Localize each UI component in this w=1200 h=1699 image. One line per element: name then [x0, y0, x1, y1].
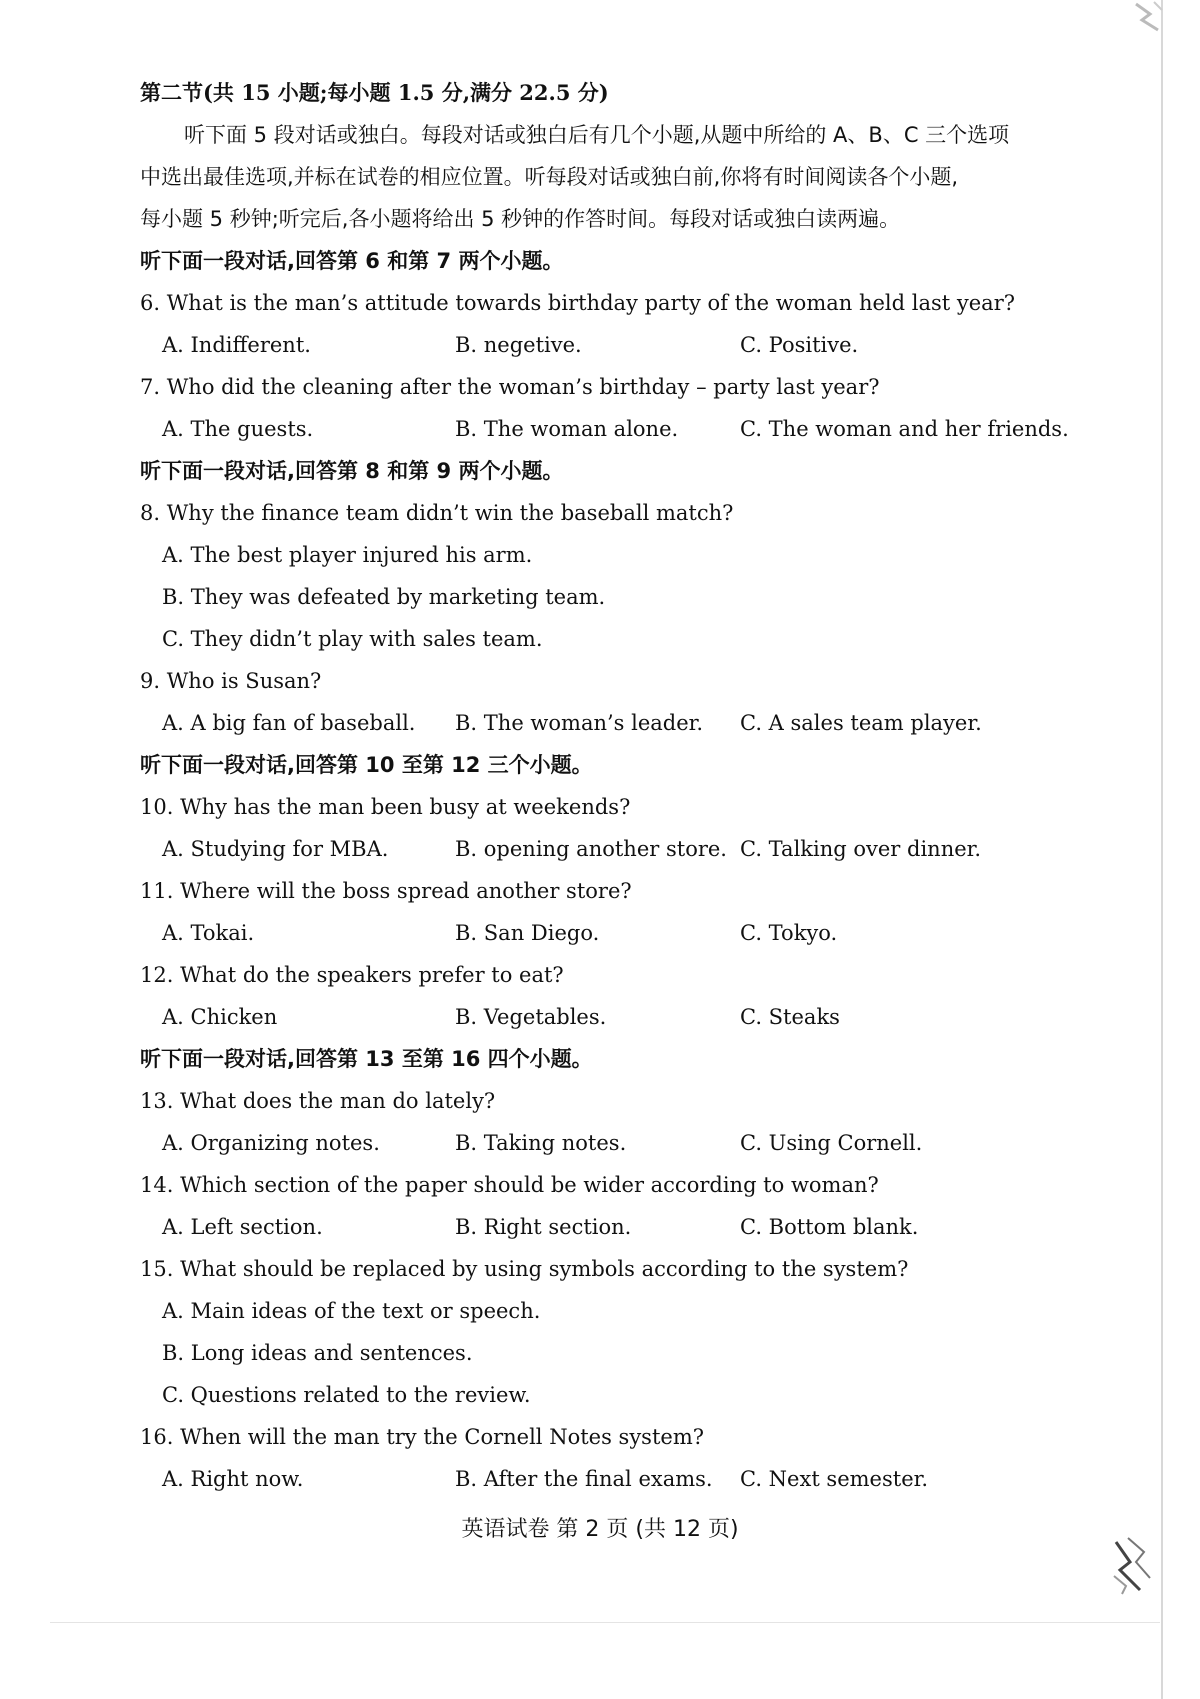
question-9: 9. Who is Susan? — [140, 669, 322, 693]
question-6-option-a: A. Indifferent. — [162, 333, 311, 357]
question-7-option-b: B. The woman alone. — [455, 417, 679, 441]
question-7-option-a: A. The guests. — [162, 417, 314, 441]
question-10: 10. Why has the man been busy at weekends? — [140, 795, 631, 819]
question-6-option-c: C. Positive. — [740, 333, 859, 357]
question-6: 6. What is the man’s attitude towards birthday party of the woman held last year? — [140, 291, 1015, 315]
question-13-option-b: B. Taking notes. — [455, 1131, 627, 1155]
question-11: 11. Where will the boss spread another store? — [140, 879, 632, 903]
question-13-options — [140, 1122, 1100, 1164]
question-14-option-b: B. Right section. — [455, 1215, 632, 1239]
question-14-option-a: A. Left section. — [162, 1215, 323, 1239]
question-8-option-b: B. They was defeated by marketing team. — [162, 585, 606, 609]
question-14-options — [140, 1206, 1100, 1248]
group-header-10-12: 听下面一段对话,回答第 10 至第 12 三个小题。 — [140, 753, 593, 777]
question-15: 15. What should be replaced by using symbols according to the system? — [140, 1257, 909, 1281]
question-16-option-c: C. Next semester. — [740, 1467, 929, 1491]
question-15-option-b: B. Long ideas and sentences. — [162, 1341, 473, 1365]
question-13-option-a: A. Organizing notes. — [162, 1131, 380, 1155]
scan-corner-mark-top — [1128, 0, 1168, 36]
question-11-option-c: C. Tokyo. — [740, 921, 838, 945]
question-9-option-b: B. The woman’s leader. — [455, 711, 704, 735]
exam-content — [140, 72, 1100, 1500]
question-12: 12. What do the speakers prefer to eat? — [140, 963, 564, 987]
instruction-line-1: 听下面 5 段对话或独白。每段对话或独白后有几个小题,从题中所给的 A、B、C 三个选项 — [184, 123, 1010, 147]
question-7-options — [140, 408, 1100, 450]
question-13-option-c: C. Using Cornell. — [740, 1131, 923, 1155]
page-footer: 英语试卷 第 2 页 (共 12 页) — [461, 1517, 739, 1542]
question-16-option-b: B. After the final exams. — [455, 1467, 713, 1491]
question-12-options — [140, 996, 1100, 1038]
question-14: 14. Which section of the paper should be wider according to woman? — [140, 1173, 879, 1197]
question-15-option-a: A. Main ideas of the text or speech. — [162, 1299, 541, 1323]
group-header-8-9: 听下面一段对话,回答第 8 和第 9 两个小题。 — [140, 459, 564, 483]
instruction-line-3: 每小题 5 秒钟;听完后,各小题将给出 5 秒钟的作答时间。每段对话或独白读两遍。 — [140, 207, 901, 231]
question-12-option-b: B. Vegetables. — [455, 1005, 607, 1029]
question-13: 13. What does the man do lately? — [140, 1089, 496, 1113]
group-header-13-16: 听下面一段对话,回答第 13 至第 16 四个小题。 — [140, 1047, 593, 1071]
question-8: 8. Why the finance team didn’t win the baseball match? — [140, 501, 734, 525]
question-11-option-a: A. Tokai. — [162, 921, 255, 945]
section-title: 第二节(共 15 小题;每小题 1.5 分,满分 22.5 分) — [140, 80, 609, 105]
question-10-options — [140, 828, 1100, 870]
question-16-option-a: A. Right now. — [162, 1467, 304, 1491]
question-16: 16. When will the man try the Cornell Notes system? — [140, 1425, 704, 1449]
question-14-option-c: C. Bottom blank. — [740, 1215, 919, 1239]
scan-edge-shadow — [1161, 0, 1163, 1699]
question-6-option-b: B. negetive. — [455, 333, 582, 357]
question-6-options — [140, 324, 1100, 366]
question-7: 7. Who did the cleaning after the woman’s birthday – party last year? — [140, 375, 880, 399]
question-12-option-a: A. Chicken — [162, 1005, 278, 1029]
question-7-option-c: C. The woman and her friends. — [740, 417, 1069, 441]
question-8-option-c: C. They didn’t play with sales team. — [162, 627, 543, 651]
instruction-line-2: 中选出最佳选项,并标在试卷的相应位置。听每段对话或独白前,你将有时间阅读各个小题, — [140, 165, 959, 189]
question-11-options — [140, 912, 1100, 954]
question-10-option-a: A. Studying for MBA. — [162, 837, 389, 861]
question-12-option-c: C. Steaks — [740, 1005, 840, 1029]
question-10-option-b: B. opening another store. — [455, 837, 727, 861]
question-10-option-c: C. Talking over dinner. — [740, 837, 982, 861]
question-9-option-a: A. A big fan of baseball. — [162, 711, 416, 735]
question-15-option-c: C. Questions related to the review. — [162, 1383, 531, 1407]
question-11-option-b: B. San Diego. — [455, 921, 600, 945]
question-8-option-a: A. The best player injured his arm. — [162, 543, 533, 567]
question-9-options — [140, 702, 1100, 744]
group-header-6-7: 听下面一段对话,回答第 6 和第 7 两个小题。 — [140, 249, 564, 273]
question-9-option-c: C. A sales team player. — [740, 711, 982, 735]
scan-bottom-rule — [50, 1622, 1160, 1623]
question-16-options — [140, 1458, 1100, 1500]
